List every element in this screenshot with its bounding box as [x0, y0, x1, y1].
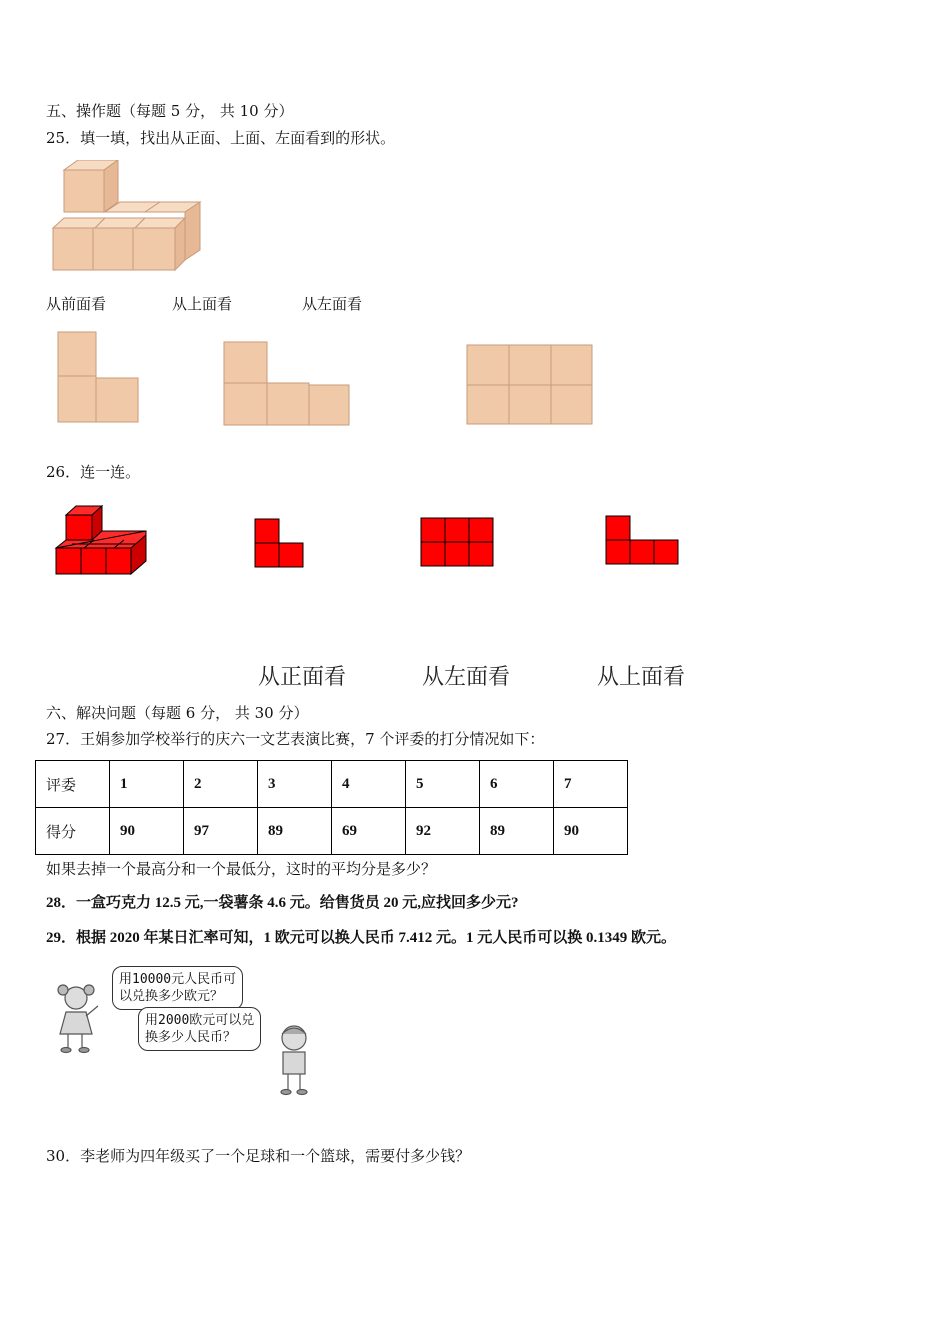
girl-illustration [54, 982, 110, 1054]
q25-label-left: 从左面看 [302, 295, 363, 313]
table-cell: 4 [332, 761, 406, 808]
table-cell: 7 [554, 761, 628, 808]
q25-label-top: 从上面看 [172, 295, 233, 313]
bubble-line: 用10000元人民币可 [119, 972, 237, 987]
score-table [35, 760, 628, 855]
question-29-text: 29．根据 2020 年某日汇率可知，1 欧元可以换人民币 7.412 元。1 元人民币可以换 0.1349 欧元。 [46, 930, 677, 946]
bubble-line: 换多少人民币？ [145, 1030, 237, 1045]
q26-3d-red-blocks-figure [52, 503, 152, 577]
q25-view-shape-2 [222, 340, 352, 428]
q26-label-front: 从正面看 [258, 665, 347, 690]
row-header-judge: 评委 [36, 761, 110, 808]
section-5-heading: 五、操作题（每题 5 分， 共 10 分） [46, 102, 294, 120]
q25-3d-blocks-figure [50, 160, 205, 272]
table-row [36, 808, 628, 855]
q26-label-top: 从上面看 [597, 665, 686, 690]
table-cell: 3 [258, 761, 332, 808]
question-30-text: 30．李老师为四年级买了一个足球和一个篮球，需要付多少钱？ [46, 1147, 471, 1165]
bubble-line: 用2000欧元可以兑 [145, 1013, 255, 1028]
q26-red-shape-l-long [605, 515, 681, 567]
bubble-line: 以兑换多少欧元？ [119, 989, 224, 1004]
table-cell: 5 [406, 761, 480, 808]
q26-red-shape-rect [420, 517, 495, 569]
table-cell: 90 [554, 808, 628, 855]
question-27-text: 27．王娟参加学校举行的庆六一文艺表演比赛，7 个评委的打分情况如下： [46, 730, 545, 748]
question-28-text: 28．一盒巧克力 12.5 元,一袋薯条 4.6 元。给售货员 20 元,应找回多少元? [46, 895, 519, 911]
table-cell: 89 [258, 808, 332, 855]
table-cell: 92 [406, 808, 480, 855]
q25-view-shape-3 [465, 343, 595, 427]
question-26-text: 26．连一连。 [46, 463, 141, 481]
table-row [36, 761, 628, 808]
table-cell: 89 [480, 808, 554, 855]
q25-view-shape-1 [56, 330, 142, 425]
table-cell: 97 [184, 808, 258, 855]
q25-label-front: 从前面看 [46, 295, 107, 313]
table-cell: 6 [480, 761, 554, 808]
row-header-score: 得分 [36, 808, 110, 855]
q26-label-left: 从左面看 [422, 665, 511, 690]
table-cell: 2 [184, 761, 258, 808]
speech-bubble-girl [112, 966, 243, 1010]
question-25-text: 25．填一填，找出从正面、上面、左面看到的形状。 [46, 129, 396, 147]
question-27-ask: 如果去掉一个最高分和一个最低分，这时的平均分是多少？ [46, 860, 437, 878]
boy-illustration [272, 1022, 318, 1096]
table-cell: 90 [110, 808, 184, 855]
table-cell: 1 [110, 761, 184, 808]
q26-red-shape-l-small [254, 518, 306, 570]
table-cell: 69 [332, 808, 406, 855]
section-6-heading: 六、解决问题（每题 6 分， 共 30 分） [46, 704, 309, 722]
speech-bubble-boy [138, 1007, 261, 1051]
